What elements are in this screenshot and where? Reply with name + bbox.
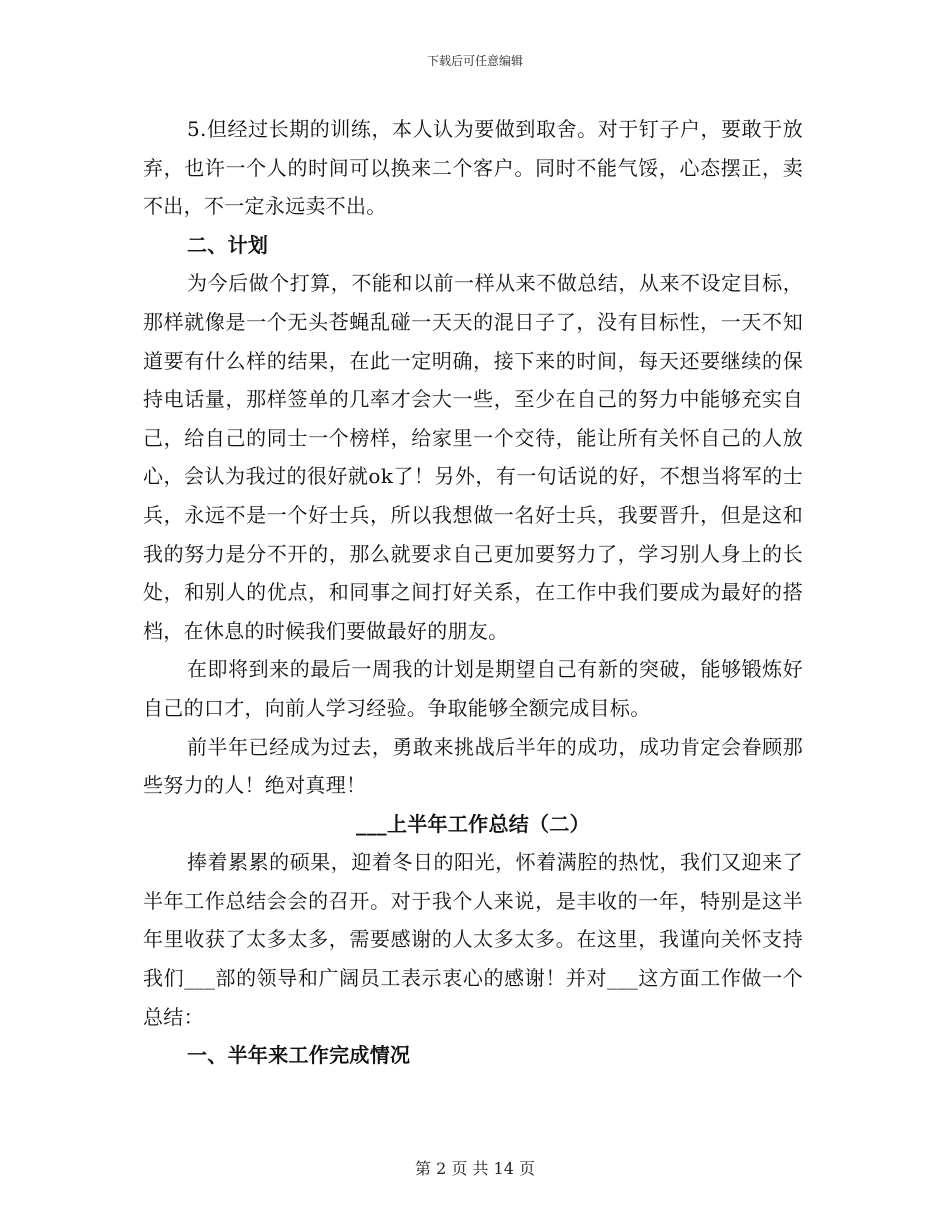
header-note: 下载后可任意编辑 (426, 54, 523, 68)
paragraph-intro: 捧着累累的硕果，迎着冬日的阳光，怀着满腔的热忱，我们又迎来了半年工作总结会会的召开。对于我个人来说，是丰收的一年，特别是这半年里收获了太多太多，需要感谢的人太多太多。在这里，我谨向关怀支持我们___部的领导和广阔员工表示衷心的感谢！并对___这方面工作做一个总结： (143, 850, 803, 1029)
paragraph-5: 5.但经过长期的训练，本人认为要做到取舍。对于钉子户，要敢于放弃，也许一个人的时间可以换来二个客户。同时不能气馁，心态摆正，卖不出，不一定永远卖不出。 (143, 117, 803, 219)
paragraph-plan-3: 前半年已经成为过去，勇敢来挑战后半年的成功，成功肯定会眷顾那些努力的人！绝对真理！ (143, 734, 803, 798)
heading-plan: 二、计划 (187, 232, 269, 257)
paragraph-plan-2: 在即将到来的最后一周我的计划是期望自己有新的突破，能够锻炼好自己的口才，向前人学习经验。争取能够全额完成目标。 (143, 657, 803, 720)
document-body (143, 110, 803, 1075)
heading-section-1: 一、半年来工作完成情况 (187, 1043, 411, 1068)
paragraph-plan-1: 为今后做个打算，不能和以前一样从来不做总结，从来不设定目标，那样就像是一个无头苍蝇乱碰一天天的混日子了，没有目标性，一天不知道要有什么样的结果，在此一定明确，接下来的时间，每天还要继续的保持电话量，那样签单的几率才会大一些，至少在自己的努力中能够充实自己，给自己的同士一个榜样，给家里一个交待，能让所有关怀自己的人放心，会认为我过的很好就ok了！另外，有一句话说的好，不想当将军的士兵，永远不是一个好士兵，所以我想做一名好士兵，我要晋升，但是这和我的努力是分不开的，那么就要求自己更加要努力了，学习别人身上的长处，和别人的优点，和同事之间打好关系，在工作中我们要成为最好的搭档，在休息的时候我们要做最好的朋友。 (143, 271, 803, 643)
page-number: 第 2 页 共 14 页 (415, 1159, 535, 1178)
section-title-2: ___上半年工作总结（二） (356, 811, 590, 836)
